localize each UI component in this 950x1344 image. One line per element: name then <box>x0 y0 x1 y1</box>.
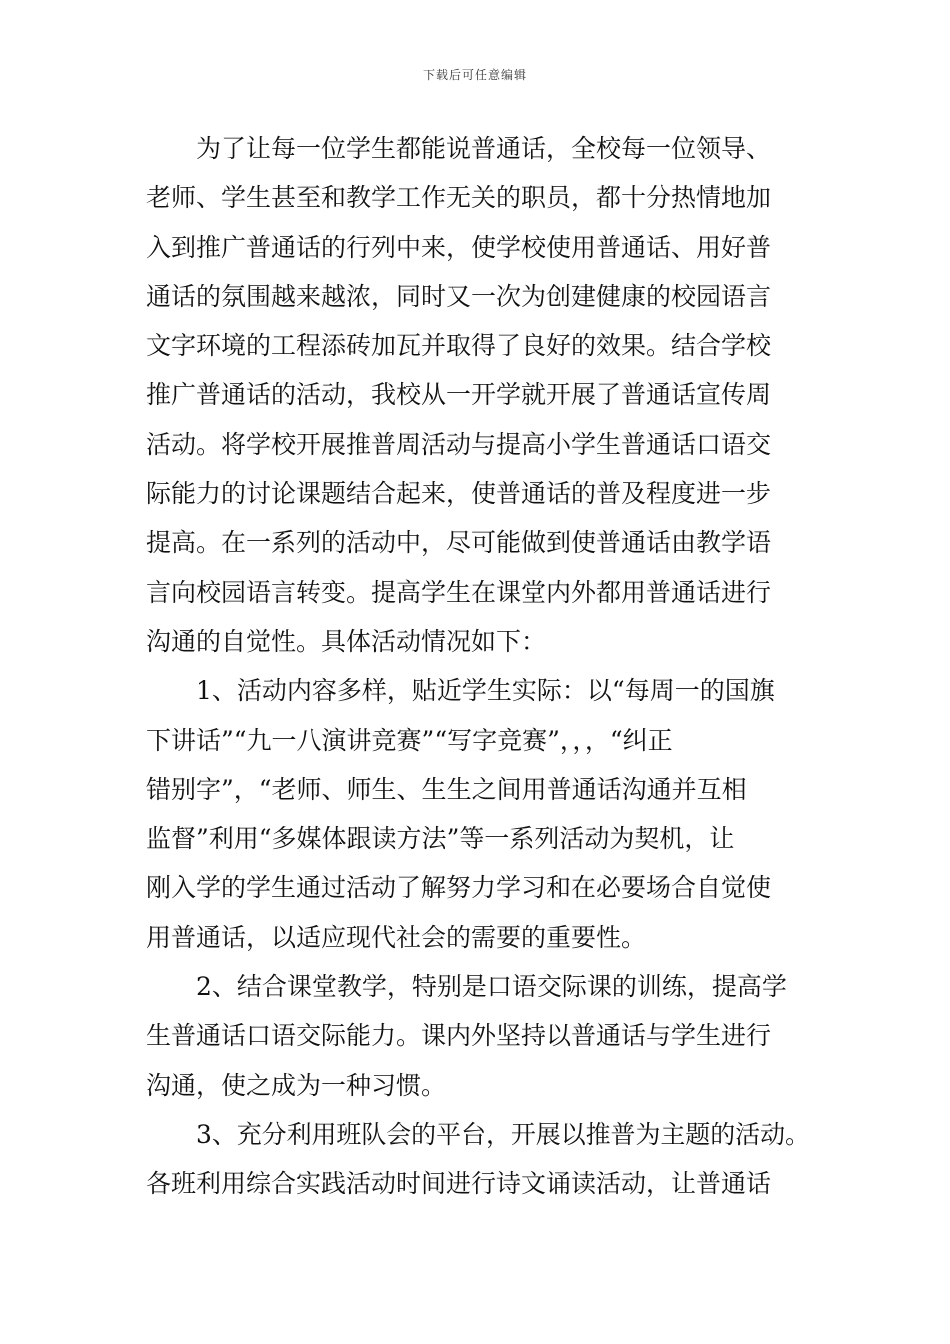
text-line: 入到推广普通话的行列中来，使学校使用普通话、用好普 <box>146 232 772 262</box>
text-line: 监督”利用“多媒体跟读方法”等一系列活动为契机，让 <box>146 824 735 854</box>
text-line: 生普通话口语交际能力。课内外坚持以普通话与学生进行 <box>146 1021 772 1051</box>
text-line: 通话的氛围越来越浓，同时又一次为创建健康的校园语言 <box>146 281 772 311</box>
paragraph-first-line: 1、活动内容多样，贴近学生实际：以“每周一的国旗 <box>196 676 775 706</box>
text-line: 提高。在一系列的活动中，尽可能做到使普通话由教学语 <box>146 528 772 558</box>
text-line: 老师、学生甚至和教学工作无关的职员，都十分热情地加 <box>146 183 772 213</box>
text-line: 下讲话”“九一八演讲竞赛”“写字竞赛”，，，“纠正 <box>146 725 673 755</box>
text-line: 沟通的自觉性。具体活动情况如下： <box>146 626 547 656</box>
text-line: 活动。将学校开展推普周活动与提高小学生普通话口语交 <box>146 429 772 459</box>
text-line: 言向校园语言转变。提高学生在课堂内外都用普通话进行 <box>146 577 772 607</box>
page-header: 下载后可任意编辑 <box>422 68 527 82</box>
document-body <box>146 124 810 1209</box>
paragraph-first-line: 为了让每一位学生都能说普通话，全校每一位领导、 <box>196 134 772 163</box>
text-line: 各班利用综合实践活动时间进行诗文诵读活动，让普通话 <box>146 1169 772 1199</box>
paragraph-first-line: 2、结合课堂教学，特别是口语交际课的训练，提高学 <box>196 972 787 1002</box>
text-line: 刚入学的学生通过活动了解努力学习和在必要场合自觉使 <box>146 873 772 903</box>
text-line: 文字环境的工程添砖加瓦并取得了良好的效果。结合学校 <box>146 331 772 361</box>
paragraph-first-line: 3、充分利用班队会的平台，开展以推普为主题的活动。 <box>196 1119 810 1149</box>
text-line: 际能力的讨论课题结合起来，使普通话的普及程度进一步 <box>146 479 772 509</box>
text-line: 错别字”，“老师、师生、生生之间用普通话沟通并互相 <box>146 774 747 804</box>
text-line: 沟通，使之成为一种习惯。 <box>146 1070 447 1100</box>
text-line: 用普通话，以适应现代社会的需要的重要性。 <box>146 922 647 952</box>
text-line: 推广普通话的活动，我校从一开学就开展了普通话宣传周 <box>146 380 772 410</box>
